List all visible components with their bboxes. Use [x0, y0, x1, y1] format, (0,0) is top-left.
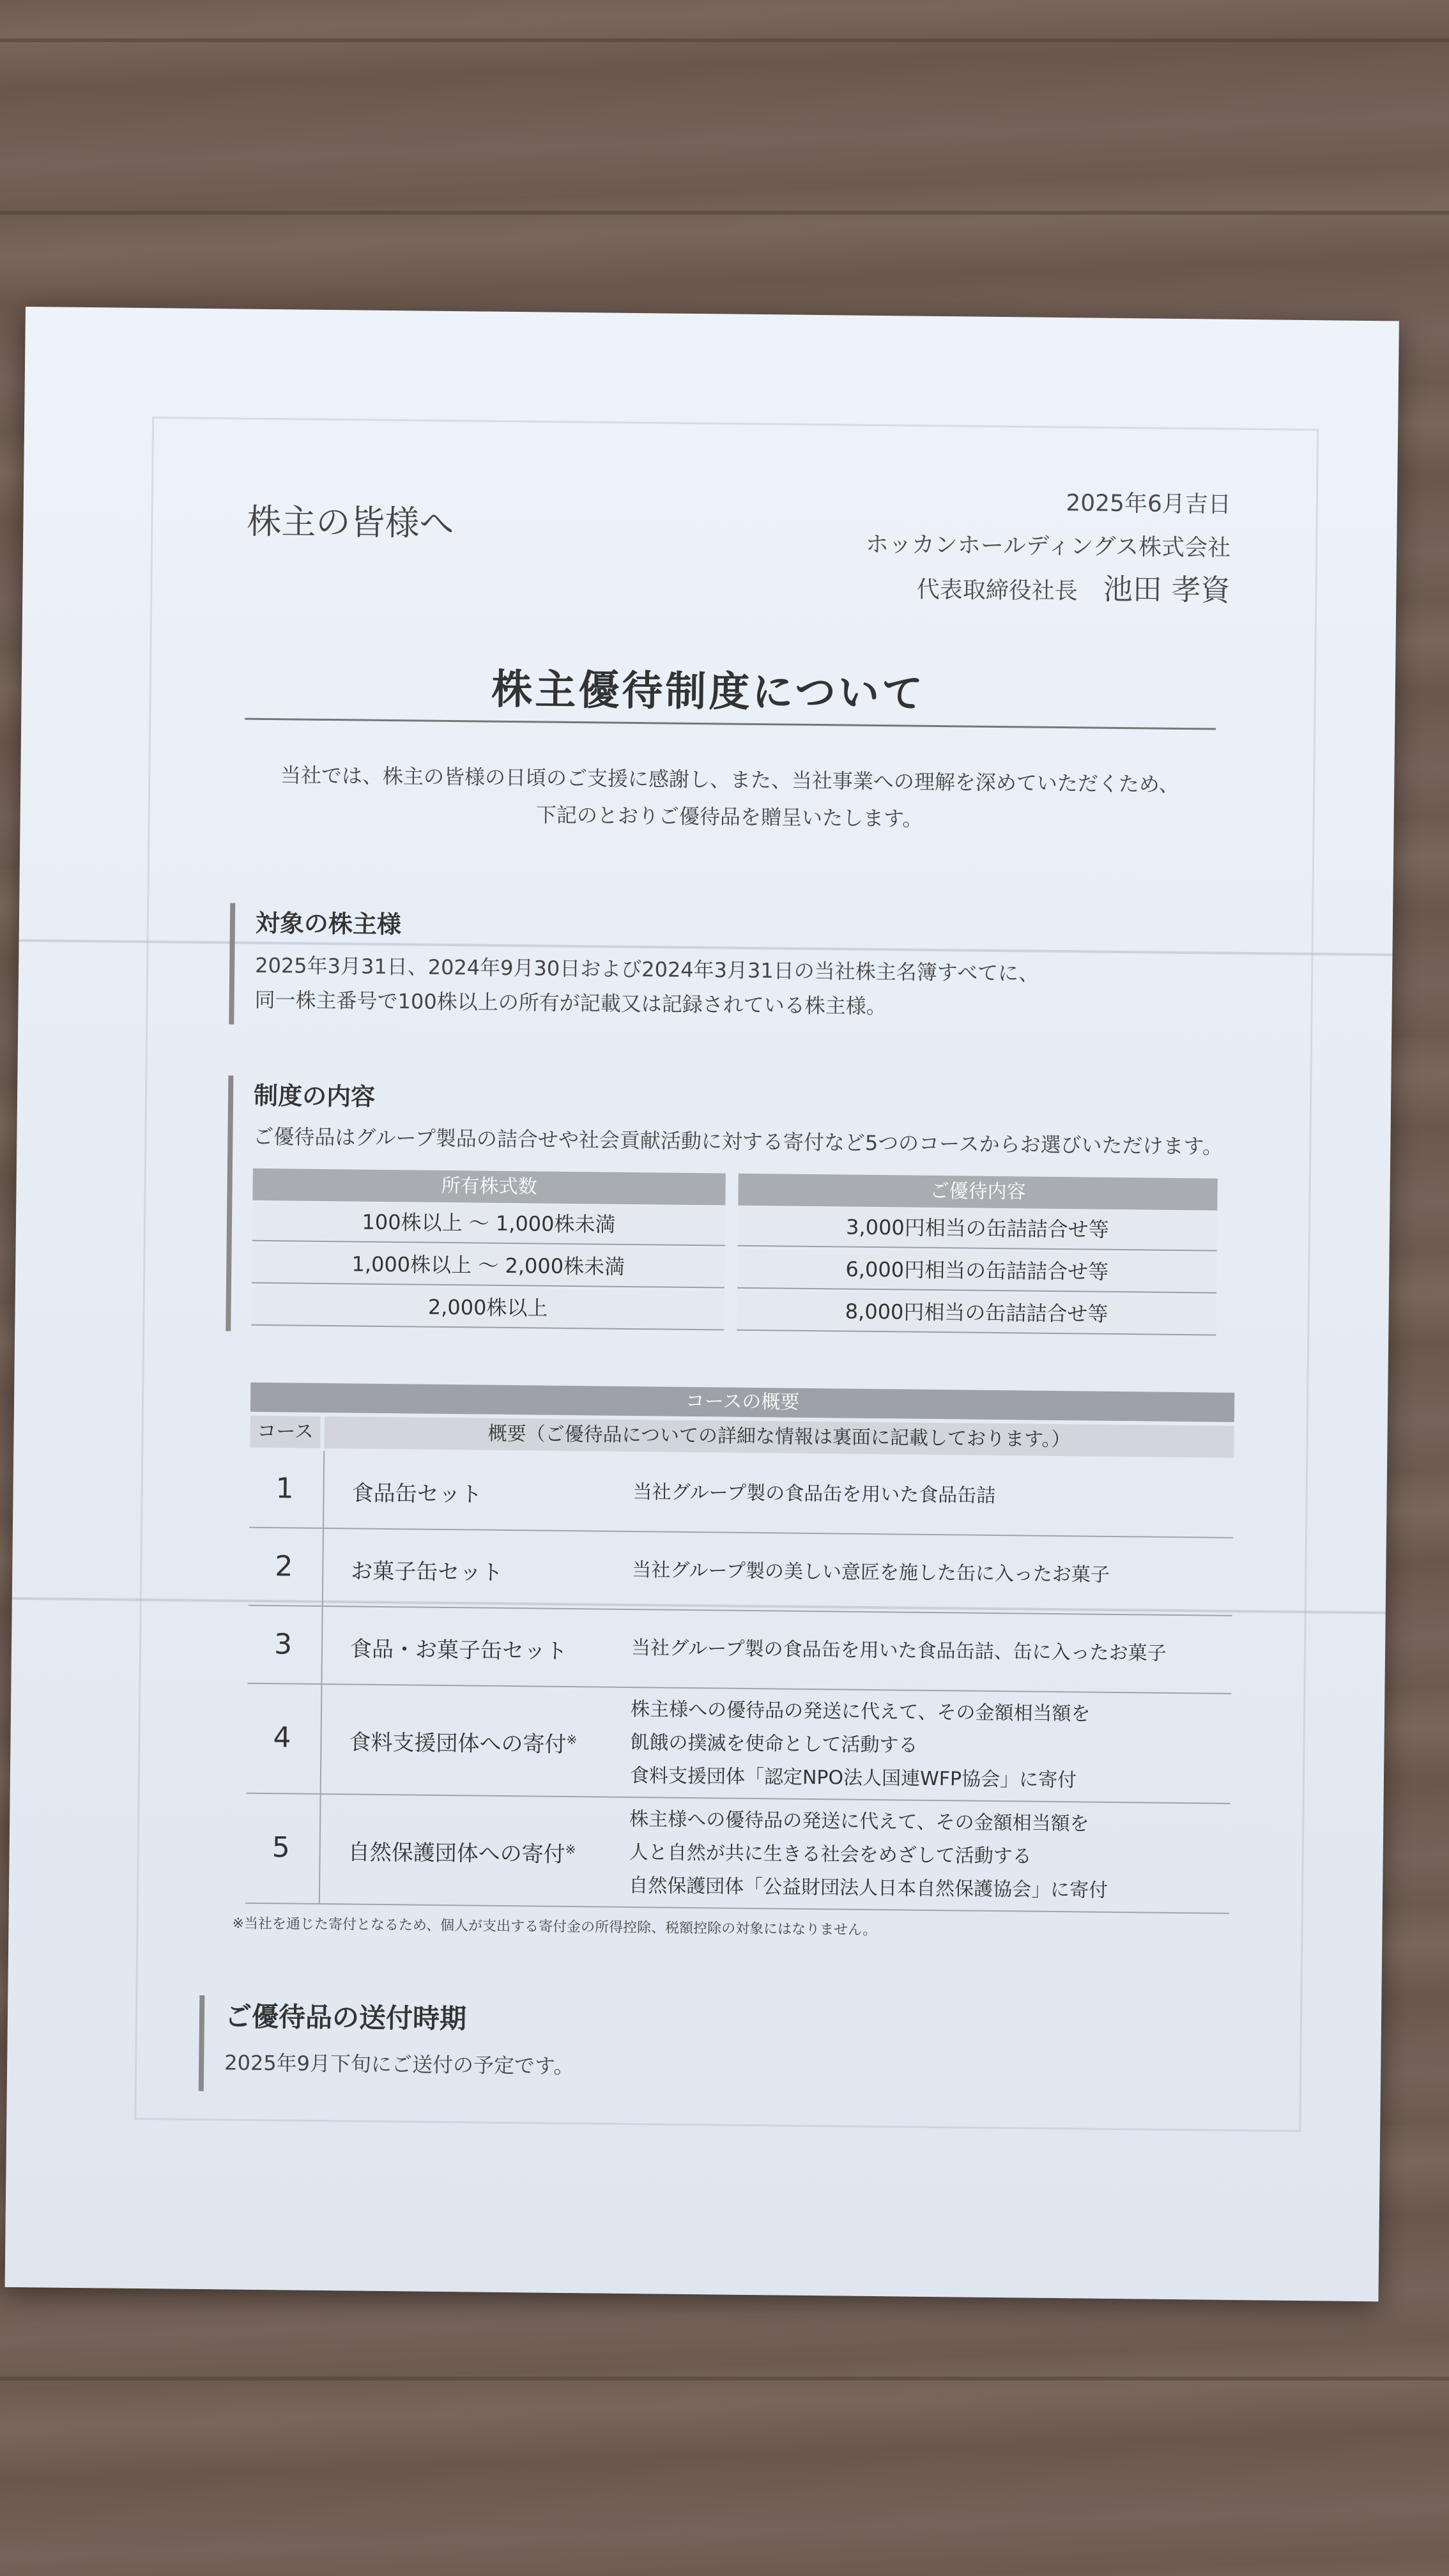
floor-seam: [0, 2377, 1449, 2380]
course-desc: [630, 1693, 1091, 1798]
course-name-text: 食料支援団体への寄付: [349, 1729, 567, 1758]
course-row: [249, 1450, 1234, 1538]
course-desc-line: 株主様への優待品の発送に代えて、その金額相当額を: [629, 1808, 1089, 1836]
course-number: 1: [275, 1472, 294, 1505]
column-divider: [322, 1529, 324, 1606]
course-row: [245, 1794, 1230, 1914]
intro-line: 下記のとおりご優待品を贈呈いたします。: [535, 802, 923, 831]
table-cell: 1,000株以上 ～ 2,000株未満: [252, 1244, 725, 1289]
column-divider: [321, 1607, 323, 1683]
intro-text: [243, 756, 1215, 841]
note-mark: ※: [565, 1841, 576, 1857]
eligible-line: 2025年3月31日、2024年9月30日および2024年3月31日の当社株主名簿すべてに、: [255, 953, 1039, 986]
section-system: [226, 1075, 1225, 1341]
section-heading: ご優待品の送付時期: [224, 2000, 467, 2035]
document-title: 株主優待制度について: [491, 666, 926, 718]
courses-col-summary: 概要（ご優待品についての詳細な情報は裏面に記載しております。）: [324, 1416, 1234, 1458]
table-cell: 8,000円相当の缶詰詰合せ等: [737, 1291, 1216, 1336]
section-bar: [199, 1995, 205, 2091]
column-divider: [319, 1795, 321, 1903]
greeting: 株主の皆様へ: [247, 501, 454, 544]
column-divider: [323, 1451, 325, 1528]
course-desc-line: 自然保護団体「公益財団法人日本自然保護協会」に寄付: [628, 1874, 1108, 1902]
course-name-text: 自然保護団体への寄付: [348, 1839, 565, 1867]
table-cell: 6,000円相当の缶詰詰合せ等: [737, 1249, 1217, 1294]
course-desc: 当社グループ製の食品缶を用いた食品缶詰、缶に入ったお菓子: [631, 1637, 1167, 1665]
course-desc-line: 人と自然が共に生きる社会をめざして活動する: [629, 1841, 1032, 1868]
course-name: [349, 1724, 577, 1758]
course-number: 3: [273, 1628, 293, 1661]
course-number: 2: [275, 1550, 293, 1583]
table-cell: 100株以上 ～ 1,000株未満: [252, 1202, 726, 1246]
course-name: お菓子缶セット: [351, 1558, 503, 1586]
courses-table: [232, 1383, 1234, 1968]
company-name: ホッカンホールディングス株式会社: [865, 531, 1231, 562]
course-name: [348, 1834, 576, 1868]
table-cell: 2,000株以上: [251, 1286, 724, 1331]
representative-title: 代表取締役社長: [916, 576, 1078, 605]
letter-sheet: [5, 307, 1399, 2301]
course-desc: [629, 1803, 1109, 1908]
courses-caption: コースの概要: [250, 1383, 1234, 1422]
issue-date: 2025年6月吉日: [1066, 490, 1232, 518]
section-heading: 制度の内容: [253, 1081, 376, 1111]
course-row: [249, 1528, 1233, 1616]
course-desc: 当社グループ製の美しい意匠を施した缶に入ったお菓子: [632, 1559, 1110, 1586]
section-heading: 対象の株主様: [255, 908, 402, 939]
course-name: 食品・お菓子缶セット: [349, 1636, 568, 1664]
section-shipping: [199, 1995, 1196, 2101]
courses-col-course: コース: [250, 1416, 321, 1448]
intro-line: 当社では、株主の皆様の日頃のご支援に感謝し、また、当社事業への理解を深めていただくため、: [280, 763, 1179, 797]
eligible-text: [254, 948, 1039, 1025]
table-cell: 3,000円相当の缶詰詰合せ等: [738, 1207, 1218, 1252]
note-mark: ※: [566, 1731, 578, 1747]
system-lead: ご優待品はグループ製品の詰合せや社会貢献活動に対する寄付など5つのコースからお選びいただけます。: [253, 1124, 1223, 1159]
course-number: 4: [273, 1721, 291, 1754]
column-divider: [320, 1685, 323, 1793]
table-header: 所有株式数: [252, 1169, 725, 1206]
course-desc-line: 飢餓の撲滅を使命として活動する: [630, 1731, 918, 1757]
eligible-line: 同一株主番号で100株以上の所有が記載又は記録されている株主様。: [254, 987, 887, 1019]
course-number: 5: [272, 1831, 291, 1864]
courses-note: ※当社を通じた寄付となるため、個人が支出する寄付金の所得控除、税額控除の対象にはなりません。: [232, 1915, 877, 1939]
floor-seam: [0, 38, 1449, 42]
representative: [917, 564, 1230, 610]
table-header: ご優待内容: [738, 1174, 1217, 1211]
shipping-text: 2025年9月下旬にご送付の予定です。: [224, 2050, 574, 2079]
course-row: [247, 1684, 1232, 1804]
floor-seam: [0, 211, 1449, 215]
section-eligible: [229, 903, 1227, 1034]
benefit-table: [251, 1169, 1218, 1345]
course-desc: 当社グループ製の食品缶を用いた食品缶詰: [632, 1481, 996, 1507]
course-row: [247, 1606, 1232, 1694]
section-bar: [229, 903, 235, 1024]
course-desc-line: 株主様への優待品の発送に代えて、その金額相当額を: [630, 1698, 1091, 1726]
course-name: 食品缶セット: [351, 1480, 482, 1508]
course-desc-line: 食料支援団体「認定NPO法人国連WFP協会」に寄付: [629, 1765, 1077, 1792]
representative-name: 池田 孝資: [1103, 571, 1230, 608]
